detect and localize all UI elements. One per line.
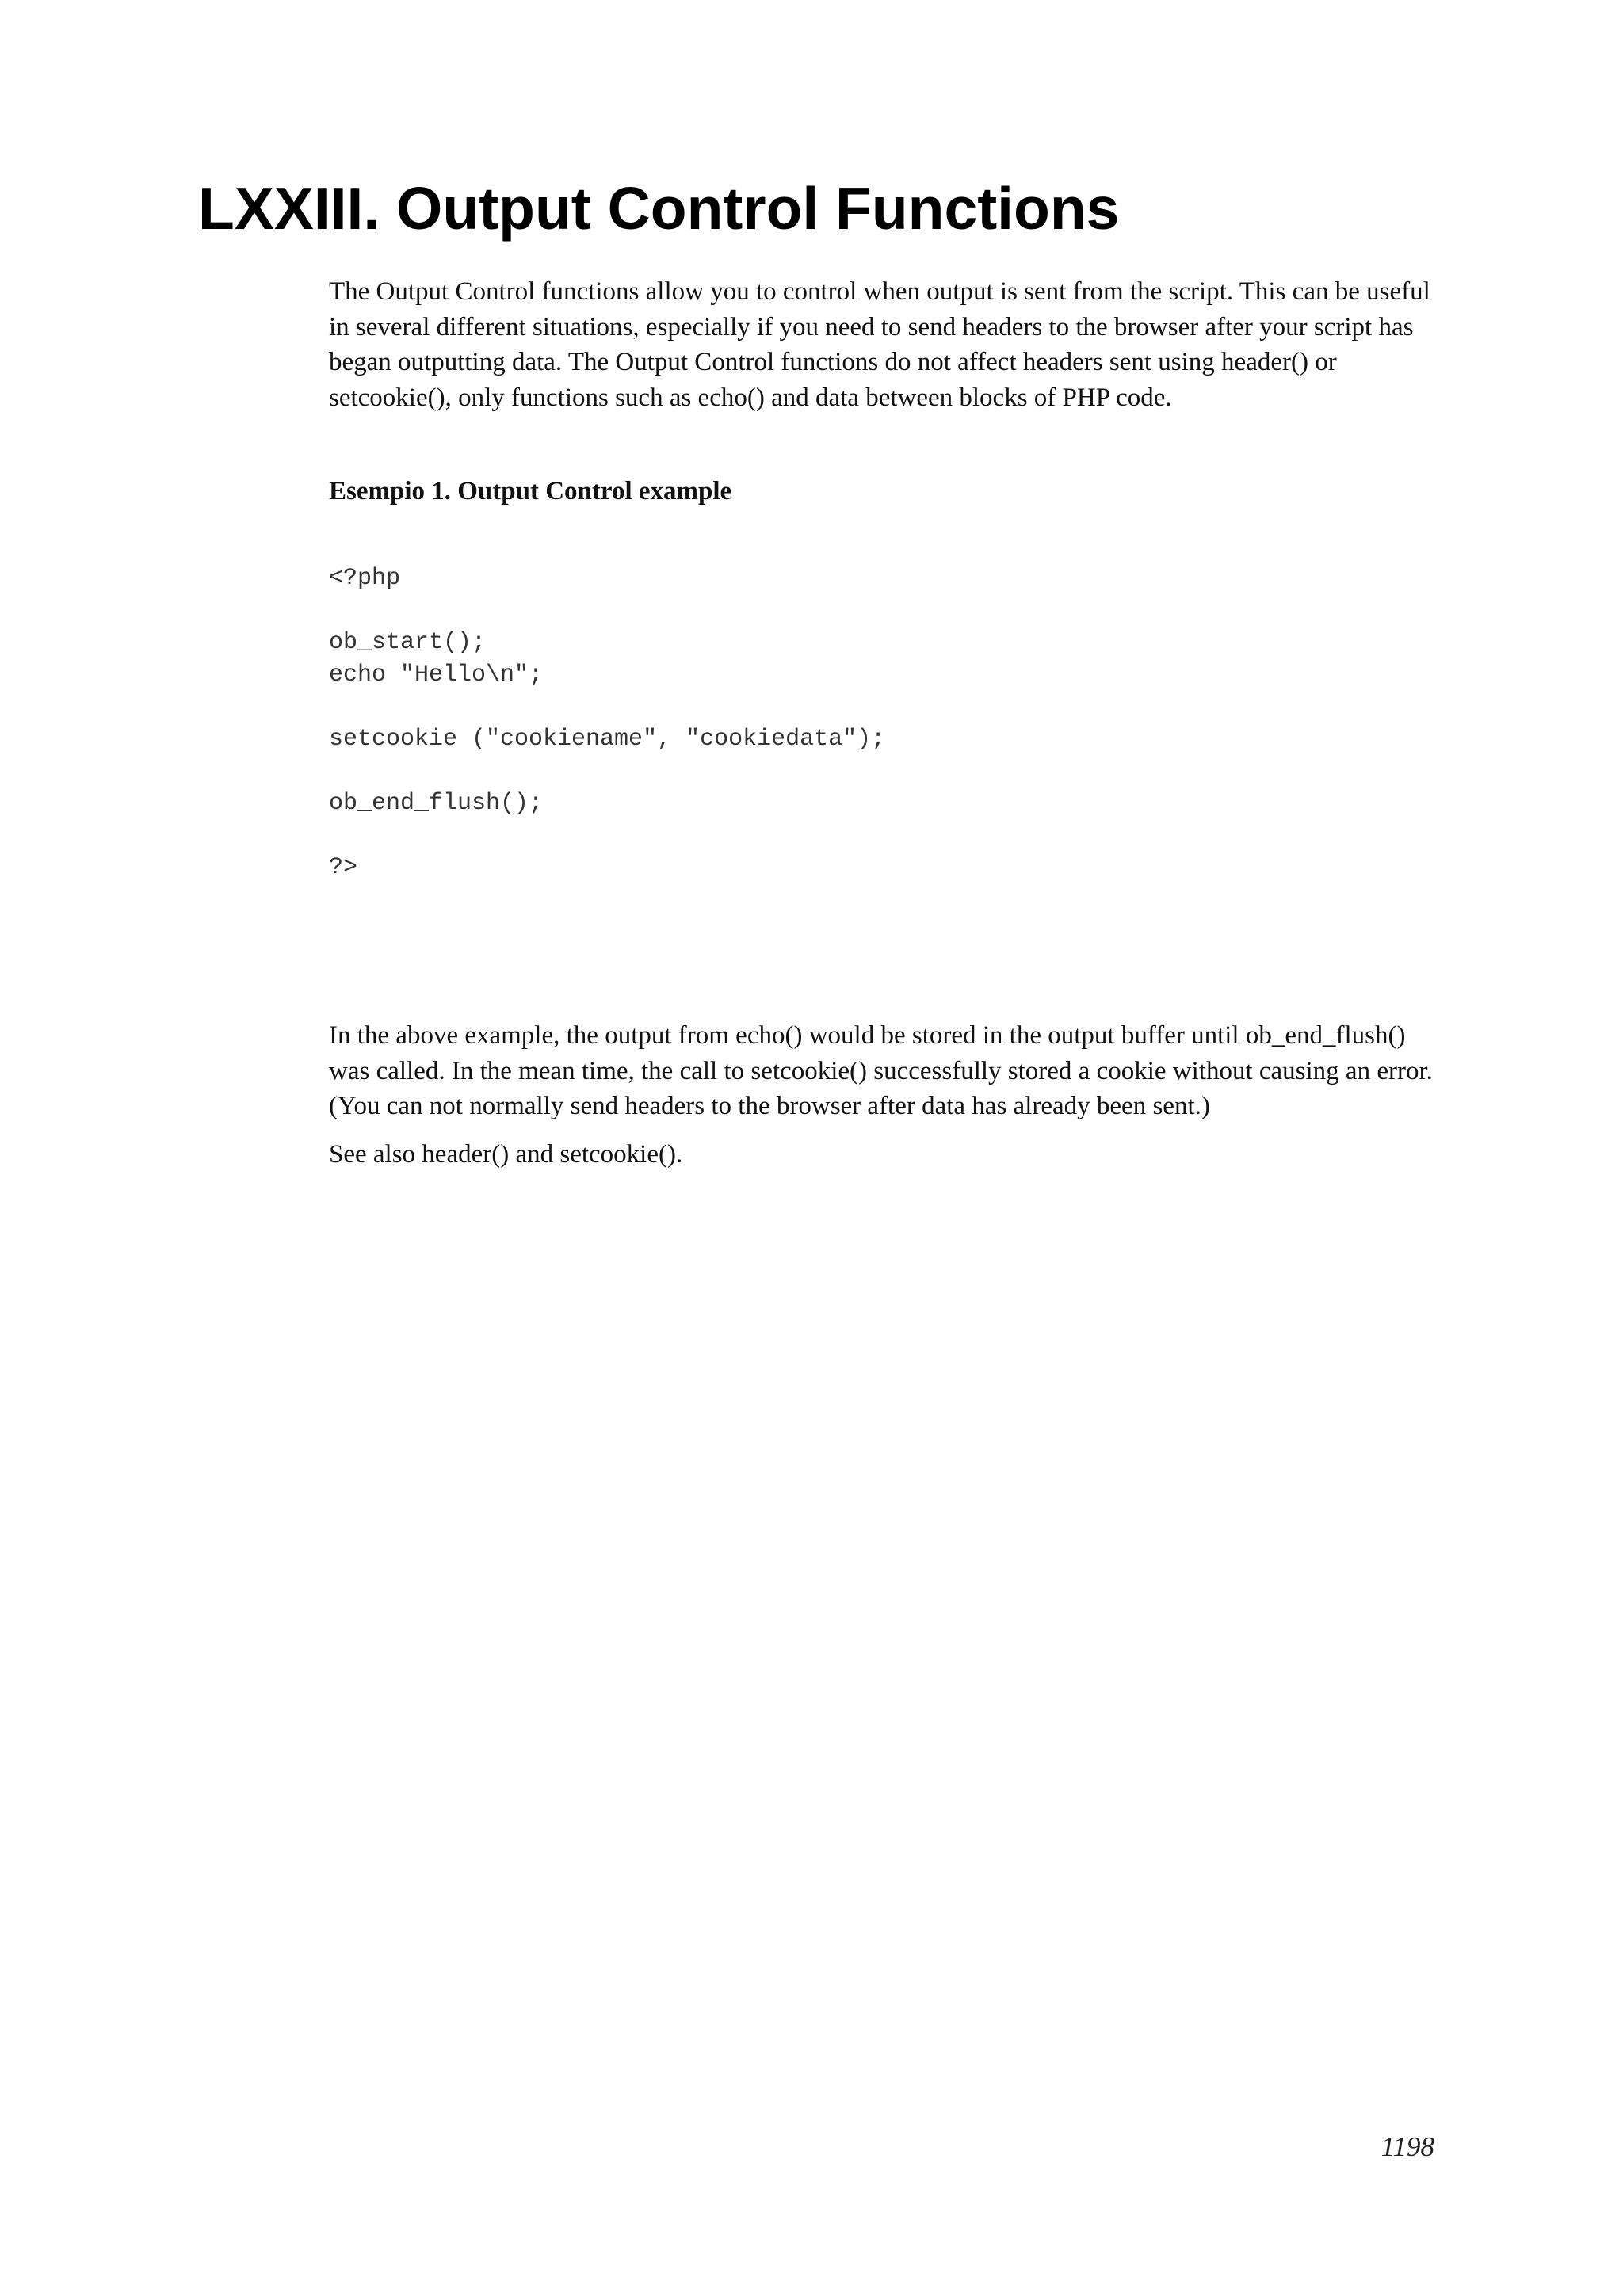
page-title: LXXIII. Output Control Functions — [198, 175, 1120, 242]
code-example: <?php ob_start(); echo "Hello\n"; setcookie ("cookiename", "cookiedata"); ob_end_flush(); ?> — [329, 565, 886, 881]
main-content — [329, 274, 1438, 1172]
example-title: Esempio 1. Output Control example — [329, 477, 732, 505]
explanation-paragraph: In the above example, the output from echo() would be stored in the output buffer until ob_end_flush() was called. In the mean time, the call to setcookie() successfully stored a cookie without causing an error. (You can not normally send headers to the browser after data has already been sent.) — [329, 1021, 1433, 1120]
see-also-paragraph: See also header() and setcookie(). — [329, 1139, 683, 1169]
page-number: 1198 — [1381, 2131, 1434, 2162]
intro-paragraph: The Output Control functions allow you to control when output is sent from the script. This can be useful in several different situations, especially if you need to send headers to the browser after your script has began outputting data. The Output Control functions do not affect headers sent using header() or setcookie(), only functions such as echo() and data between blocks of PHP code. — [329, 277, 1430, 412]
